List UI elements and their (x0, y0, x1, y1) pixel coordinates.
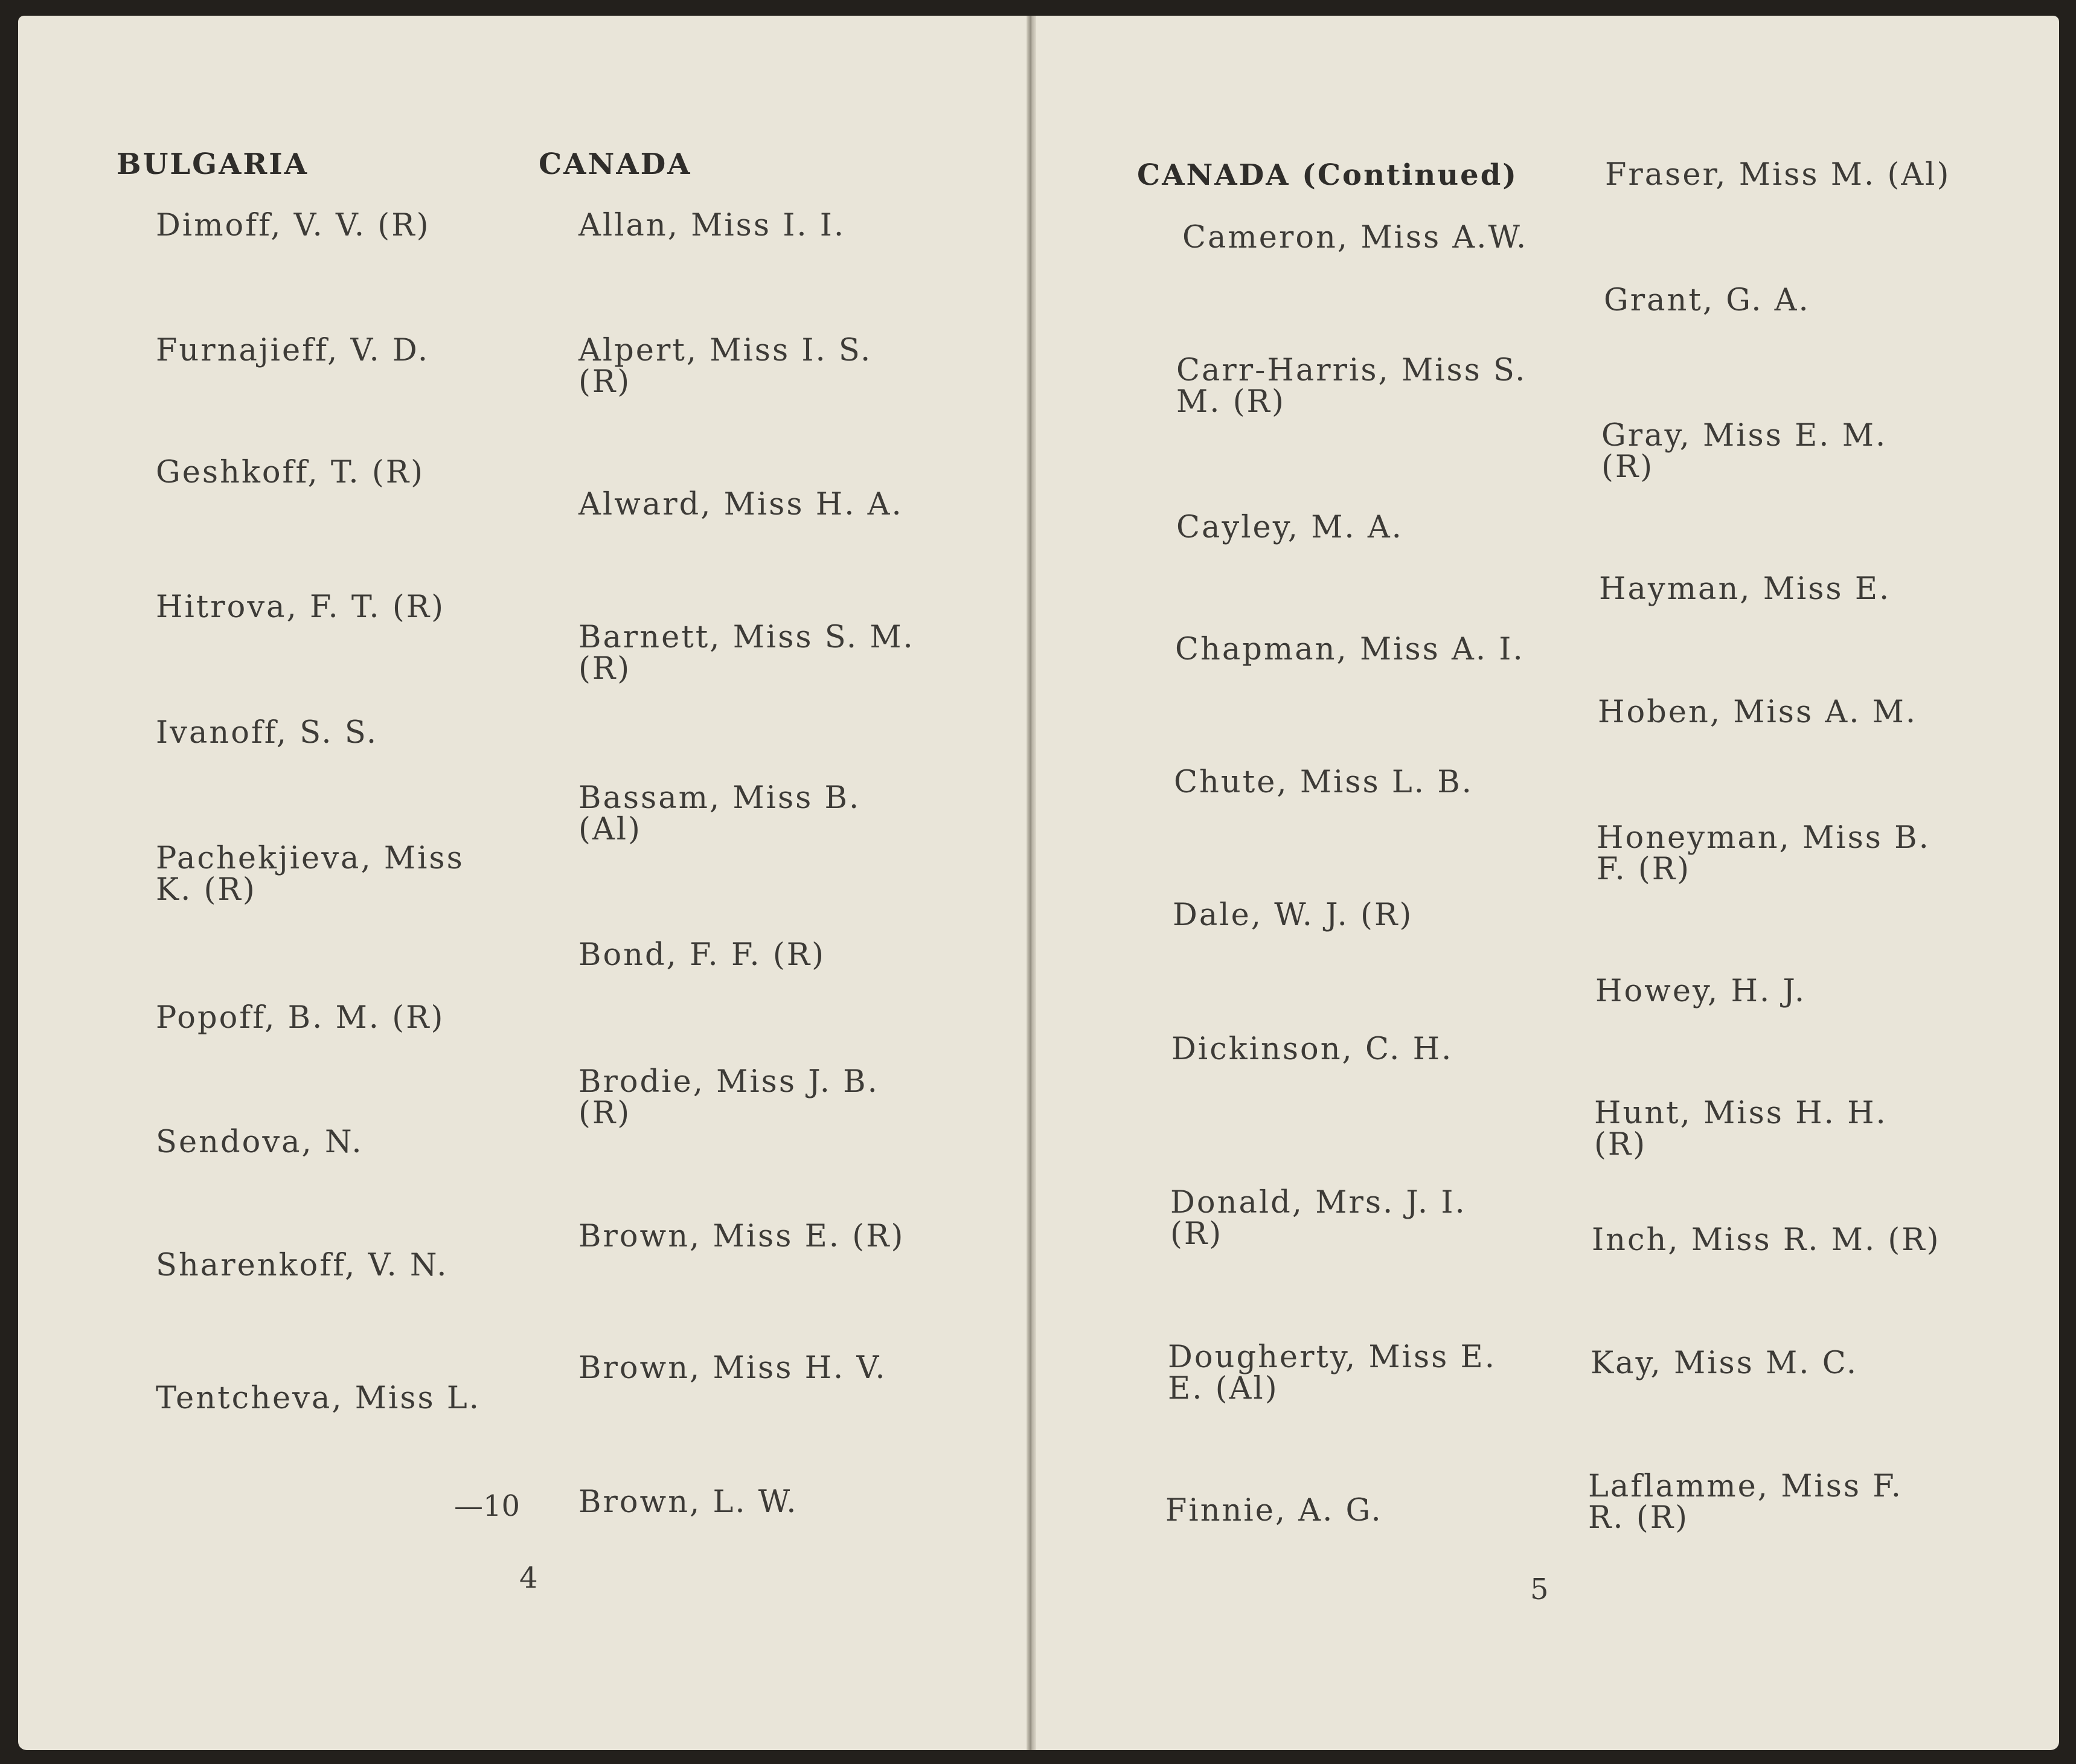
list-item: Geshkoff, T. (R) (156, 455, 425, 490)
list-item: Dimoff, V. V. (R) (156, 208, 431, 243)
list-item: Barnett, Miss S. M. (R) (578, 620, 915, 687)
list-item: Alpert, Miss I. S. (R) (578, 333, 873, 400)
list-item: Kay, Miss M. C. (1591, 1345, 1859, 1381)
list-item: Ivanoff, S. S. (156, 715, 379, 751)
list-item: Hoben, Miss A. M. (1598, 694, 1918, 730)
list-item: Hitrova, F. T. (R) (156, 589, 446, 625)
list-item: Popoff, B. M. (R) (156, 1000, 445, 1036)
list-item: Brodie, Miss J. B. (R) (578, 1064, 879, 1131)
list-item: Pachekjieva, Miss K. (R) (156, 841, 464, 908)
list-item: Laflamme, Miss F. R. (R) (1588, 1469, 1903, 1536)
tally-count: —10 (454, 1489, 521, 1523)
list-item: Sharenkoff, V. N. (156, 1248, 449, 1283)
list-item: Finnie, A. G. (1165, 1493, 1383, 1528)
list-item: Cayley, M. A. (1176, 510, 1403, 545)
list-item: Dougherty, Miss E. E. (Al) (1168, 1339, 1496, 1406)
list-item: Honeyman, Miss B. F. (R) (1597, 820, 1930, 887)
column-heading-canada-continued: CANADA (Continued) (1137, 158, 1518, 192)
list-item: Carr-Harris, Miss S. M. (R) (1176, 353, 1527, 420)
list-item: Cameron, Miss A.W. (1182, 220, 1528, 255)
list-item: Dickinson, C. H. (1171, 1031, 1453, 1067)
list-item: Fraser, Miss M. (Al) (1605, 157, 1951, 193)
page-number-right: 5 (1530, 1573, 1549, 1606)
list-item: Dale, W. J. (R) (1173, 897, 1414, 933)
list-item: Tentcheva, Miss L. (156, 1381, 481, 1416)
page-number-left: 4 (519, 1561, 538, 1595)
list-item: Howey, H. J. (1595, 973, 1807, 1009)
list-item: Alward, Miss H. A. (578, 487, 903, 522)
list-item: Furnajieff, V. D. (156, 333, 430, 368)
column-heading-canada: CANADA (539, 147, 692, 181)
list-item: Brown, Miss H. V. (578, 1350, 887, 1386)
list-item: Chute, Miss L. B. (1174, 765, 1473, 800)
list-item: Bond, F. F. (R) (578, 937, 826, 973)
list-item: Brown, L. W. (578, 1484, 798, 1520)
list-item: Allan, Miss I. I. (578, 208, 846, 243)
list-item: Chapman, Miss A. I. (1175, 632, 1525, 667)
list-item: Gray, Miss E. M. (R) (1601, 418, 1888, 485)
book-gutter (1027, 16, 1036, 1750)
list-item: Grant, G. A. (1604, 283, 1810, 318)
list-item: Inch, Miss R. M. (R) (1592, 1222, 1941, 1258)
list-item: Hunt, Miss H. H. (R) (1594, 1095, 1888, 1163)
list-item: Donald, Mrs. J. I. (R) (1170, 1185, 1467, 1252)
column-heading-bulgaria: BULGARIA (117, 147, 309, 181)
list-item: Brown, Miss E. (R) (578, 1219, 905, 1254)
list-item: Hayman, Miss E. (1599, 571, 1891, 607)
list-item: Bassam, Miss B. (Al) (578, 780, 861, 847)
list-item: Sendova, N. (156, 1124, 364, 1160)
